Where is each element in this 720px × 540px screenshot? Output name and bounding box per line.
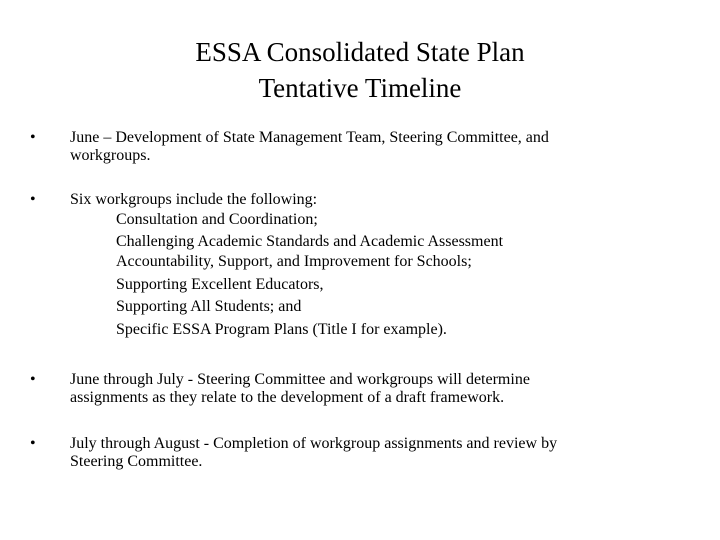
bullet-dot: • — [30, 371, 36, 388]
workgroup-item: Supporting Excellent Educators, — [116, 275, 324, 293]
workgroup-item: Supporting All Students; and — [116, 298, 302, 316]
bullet-dot: • — [30, 191, 36, 208]
workgroup-item: Accountability, Support, and Improvement for Schools; — [116, 252, 472, 270]
bullet-line: July through August - Completion of workgroup assignments and review by — [70, 435, 558, 452]
bullet-text — [70, 435, 690, 471]
bullet-line: Steering Committee. — [70, 453, 203, 470]
title-line-1: ESSA Consolidated State Plan — [195, 37, 525, 67]
title-line-2: Tentative Timeline — [258, 73, 462, 103]
slide-title — [0, 34, 720, 106]
bullet-text — [70, 371, 690, 407]
workgroup-list — [70, 209, 690, 342]
bullet-line: assignments as they relate to the development of a draft framework. — [70, 389, 505, 406]
workgroup-item: Consultation and Coordination; — [116, 211, 318, 228]
bullet-text — [70, 191, 690, 342]
bullet-text — [70, 129, 690, 165]
bullet-line: workgroups. — [70, 147, 151, 164]
workgroup-item: Challenging Academic Standards and Academic Assessment — [116, 232, 504, 250]
bullet-dot: • — [30, 435, 36, 452]
bullet-line: June – Development of State Management Team, Steering Committee, and — [70, 129, 549, 146]
bullet-line: June through July - Steering Committee and workgroups will determine — [70, 371, 530, 388]
bullet-line: Six workgroups include the following: — [70, 191, 318, 208]
bullet-dot: • — [30, 129, 36, 146]
workgroup-item: Specific ESSA Program Plans (Title I for example). — [116, 321, 447, 339]
